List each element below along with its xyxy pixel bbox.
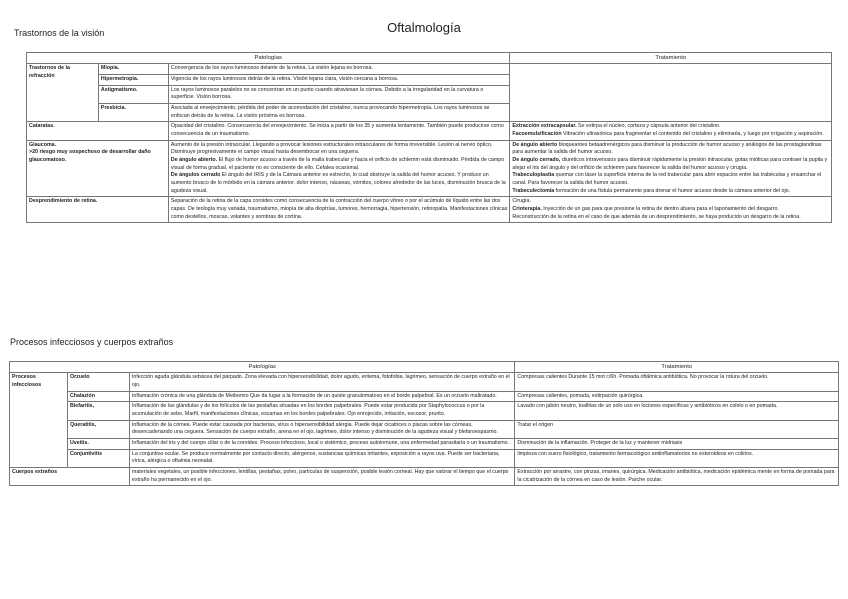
treatment-label: Trabeculectomía (512, 187, 555, 194)
pathology-description: La conjuntiva ocular. Se produce normalmente por contacto directo, alérgenos, sustancias químicas irritantes, exposición a rayos uva. Puede ser bacteriana, vírica, alérgica o oftalmia neonatal. (129, 449, 514, 467)
table-header-row (27, 53, 832, 64)
treatment-cell (510, 122, 832, 140)
vision-disorders-table (26, 52, 832, 223)
infections-group-label: Procesos infecciosos (10, 373, 68, 468)
treatment-text: bloqueantes betaadrenérgicos para disminuir la producción de humor acuoso y análogos de las prostaglandinas para aumentar la salida del humor acuoso. (512, 141, 822, 156)
header-pathologies: Patologías (27, 53, 510, 64)
pathology-description: Inflamación del iris y del cuerpo ciliar o de la coroides. Proceso infeccioso, local o sistémico, proceso autoinmune, una enfermedad parasitaria o un traumatismo. (129, 439, 514, 450)
pathology-description: Inflamación crónica de una glándula de Meibomio Que da lugar a la formación de un quiste granulomatoso en el borde palpebral. Es un orzuelo maltratado. (129, 391, 514, 402)
glaucoma-note: >20 riesgo muy sospechoso de desarrollar daño glaucomatoso. (29, 149, 151, 164)
pathology-name: Blefaritis, (67, 402, 129, 420)
table-row (10, 449, 839, 467)
header-treatment: Tratamiento (515, 362, 839, 373)
pathology-description: Inflamación de la córnea. Puede estar causada por bacterias, virus o hipersensibilidad alergia. Puede dejar cicatrices o placas sobre las córneas, desencadenando una ceguera. Sensación de cuerpo extraño, arena en el ojo, lagrimeo, dolor intenso y disminución de la agudeza visual y blefaroespasmo. (129, 420, 514, 438)
pathology-name: Desprendimiento de retina. (27, 197, 169, 223)
treatment-cell: Lavado con jabón neutro, toallitas de un solo uso en lociones específicas y antibióticos en colirio o en pomada. (515, 402, 839, 420)
page-title: Oftalmología (387, 20, 461, 35)
section-title-infections: Procesos infecciosos y cuerpos extraños (10, 337, 174, 347)
treatment-cell (510, 197, 832, 223)
table-row (27, 197, 832, 223)
pathology-description: Convergencia de los rayos luminosos delante de la retina. La visión lejana es borrosa. (168, 64, 510, 75)
pathology-name: Cuerpos extraños (10, 468, 130, 486)
treatment-text: Reconstrucción de la retina en el caso de que además de un desprendimiento, se haya producido un desgarro de la retina. (512, 213, 801, 220)
treatment-label: Facoemulsificación (512, 131, 562, 138)
pathology-name: Chalazión (67, 391, 129, 402)
pathology-description: Inflamación de las glándulas y de los folículos de las pestañas situadas en los bordes palpebrales. Puede estar producida por Staphylococcus o por la acumulación de sebo. Marfil, manifestaciones clínicas, escamas en los bordes palpebrales. Ojo enrojecido, irritación, escozor, prurito. (129, 402, 514, 420)
section-title-vision: Trastornos de la visión (14, 28, 105, 38)
table-row (10, 439, 839, 450)
table-row (10, 391, 839, 402)
treatment-text: quemar con láser la superficie interna de la red trabecular para abrir espacios entre las trabéculas y ensanchar el canal. Para favorecer la salida del humor acuoso. (512, 172, 822, 187)
header-pathologies: Patologías (10, 362, 515, 373)
table-row (27, 64, 832, 75)
treatment-cell (510, 140, 832, 197)
pathology-name: Cataratas. (27, 122, 169, 140)
treatment-label: De ángulo cerrado, (512, 157, 561, 164)
treatment-text: formación de una fístula permanente para drenar el humor acuoso desde la cámara anterior del ojo. (554, 187, 791, 194)
description-label: De ángulo abierto. (170, 157, 218, 164)
treatment-cell (510, 64, 832, 122)
treatment-label: De ángulo abierto (512, 141, 558, 148)
treatment-text: Cirugía. (512, 198, 531, 205)
pathology-name: Queratitis, (67, 420, 129, 438)
pathology-name: Orzuelo (67, 373, 129, 391)
pathology-name (27, 140, 169, 197)
pathology-name: Presbicia. (98, 104, 168, 122)
refraction-group-label: Trastornos de la refracción (27, 64, 99, 122)
table-row (10, 420, 839, 438)
treatment-cell: Tratar el origen (515, 420, 839, 438)
treatment-cell: Compresas calientes, pomada, extirpación quirúrgica. (515, 391, 839, 402)
glaucoma-name: Glaucoma. (29, 141, 57, 148)
description-text: Aumento de la presión intraocular. Llegando a provocar lesiones estructurales intraoculares de forma irreversible. Lesión al nervio óptico. Disminuye progresivamente el campo visual hasta desembocar en una ceguera. (170, 141, 493, 156)
pathology-name: Hipermetropía. (98, 75, 168, 86)
pathology-description: Vigencia de los rayos luminosos detrás de la retina. Visión lejana clara, visión cercana a borrosa. (168, 75, 510, 86)
table-row (10, 468, 839, 486)
treatment-text: Vibración ultrasónica para fragmentar el contenido del cristalino y eliminarla, y luego por irrigación y aspiración. (561, 131, 824, 138)
pathology-name: Conjuntivitis (67, 449, 129, 467)
description-label: De ángulos cerrado (170, 172, 221, 179)
infections-table (9, 361, 839, 486)
treatment-label: Crioterapia. (512, 206, 542, 213)
treatment-cell: Disminución de la inflamación. Proteger de la luz y mantener midriasis (515, 439, 839, 450)
description-text: El flujo de humor acuoso a través de la malla trabecular y hacia el orificio de schlemm está disminuido. Pérdida de campo visual de forma gradual, el paciente no es consciente de ello. Cefalea ocasional. (170, 157, 505, 171)
table-row (10, 402, 839, 420)
header-treatment: Tratamiento (510, 53, 832, 64)
pathology-name: Astigmatismo. (98, 85, 168, 103)
pathology-name: Uveítis. (67, 439, 129, 450)
table-header-row (10, 362, 839, 373)
pathology-name: Miopía. (98, 64, 168, 75)
pathology-description (168, 140, 510, 197)
pathology-description: materiales vegetales, un posible infecciones, lentillas, pestañas, polvo, partículas de suspensión, posible lesión corneal. Hay que valorar el tiempo que el cuerpo extraño ha permanecido en el ojo. (129, 468, 514, 486)
table-row (27, 140, 832, 197)
pathology-description: Opacidad del cristalino. Consecuencia del envejecimiento. Se inicia a partir de los 35 y aumenta lentamente. También puede producirse como consecuencia de un traumatismo. (168, 122, 510, 140)
treatment-text: Se extirpa el núcleo, corteza y cápsula anterior del cristalino. (576, 123, 721, 130)
pathology-description: Separación de la retina de la capa coroides como consecuencia de la contracción del cuerpo vítreo o por el acúmulo de líquido entre las dos capas. De teología muy variada, traumatismo, miopía de alta dioptrías, tumores, hemorragia, hipertensión, retinopatía. Manifestaciones clínicas como destellos, moscas, volantes y sombras de cortina. (168, 197, 510, 223)
pathology-description: Infección aguda glándula sebácea del párpado. Zona elevada con hipersensibilidad, dolor agudo, eritema, fotofobia, lagrimeo, sensación de cuerpo extraño en el ojo. (129, 373, 514, 391)
table-row (10, 373, 839, 391)
treatment-label: Trabeculoplastia (512, 172, 555, 179)
treatment-label: Extracción extracapsular. (512, 123, 577, 130)
pathology-description: Los rayos luminosos paralelos no se concentran en un punto cuando atraviesan la córnea. Debido a la irregularidad en la curvatura o superficie. Visión borrosa. (168, 85, 510, 103)
treatment-cell: Compresas calientes Durante 15 mnt c/6h. Pomada oftálmica antibiótica. No provocar la rotura del orzuelo. (515, 373, 839, 391)
description-text: El ángulo del IRIS y de la Cámara anterior es estrecho, lo cual obstruye la salida del humor acuoso. Y produce un aumento brusco de lo mórbido en la cámara anterior. dolor intenso, náuseas, vómitos, colores alrededor de las luces, disminución brusca de la agudeza visual. (170, 172, 506, 194)
table-row (27, 122, 832, 140)
pathology-description: Asociada al envejecimiento, pérdida del poder de acomodación del cristalino, nunca provocando hipermetropía. Los rayos luminosos se enfocan detrás de la retina. La visión próxima es borrosa. (168, 104, 510, 122)
treatment-text: diuréticos intravenosos para disminuir rápidamente la presión intraocular, gotas mióticas para contraer la pupila y alejar el iris del ángulo y del orificio de schlemm para favorecer la salida del humor acuoso y cirugía. (512, 157, 828, 171)
treatment-cell: Extracción por arrastre, con pinzas, imanes, quirúrgica. Medicación antibiótica, medicación epidémica mente en forma de pomada para la cicatrización de la córnea en caso de lesión. Parche ocular. (515, 468, 839, 486)
treatment-cell: limpieza con suero fisiológico, tratamiento farmacológico antiinflamatorios no esteroideos en colirios. (515, 449, 839, 467)
treatment-text: Inyección de un gas para que presione la retina de dentro afuera para el taponamiento del desgarro. (541, 206, 779, 213)
